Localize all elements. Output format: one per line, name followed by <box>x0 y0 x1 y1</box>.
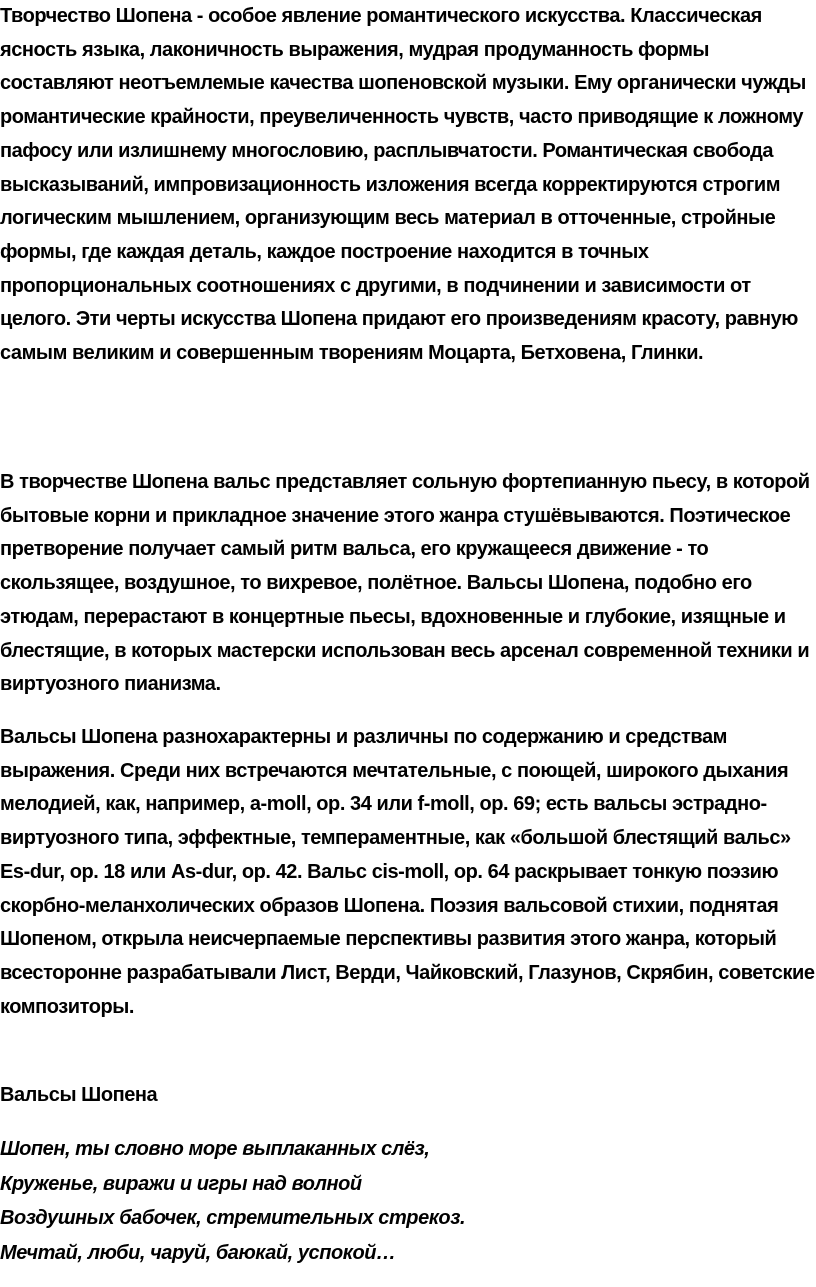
poem-line: Мечтай, люби, чаруй, баюкай, успокой… <box>0 1241 396 1264</box>
poem-line: Шопен, ты словно море выплаканных слёз, <box>0 1138 430 1160</box>
poem-lines <box>0 1132 465 1270</box>
poem-title: Вальсы Шопена <box>0 1084 158 1106</box>
poem-line: Воздушных бабочек, стремительных стрекоз. <box>0 1207 466 1229</box>
paragraph-chopin-waltz-genre: В творчестве Шопена вальс представляет сольную фортепианную пьесу, в которой бытовые корни и прикладное значение этого жанра стушёвываются. Поэтическое претворение получает самый ритм вальса, его кружащееся движение - то скользящее, воздушное, то вихревое, полётное. Вальсы Шопена, подобно его этюдам, перерастают в концертные пьесы, вдохновенные и глубокие, изящные и блестящие, в которых мастерски использован весь арсенал современной техники и виртуозного пианизма. <box>0 471 810 696</box>
poem-line: Круженье, виражи и игры над волной <box>0 1172 362 1195</box>
paragraph-chopin-waltz-types: Вальсы Шопена разнохарактерны и различны по содержанию и средствам выражения. Среди них встречаются мечтательные, с поющей, широкого дыхания мелодией, как, например, a-moll, op. 34 или f-moll, op. 69; есть вальсы эстрадно-виртуозного типа, эффектные, темпераментные, как «большой блестящий вальс» Es-dur, op. 18 или As-dur, op. 42. Вальс cis-moll, op. 64 раскрывает тонкую поэзию скорбно-меланхолических образов Шопена. Поэзия вальсовой стихии, поднятая Шопеном, открыла неисчерпаемые перспективы развития этого жанра, который всесторонне разрабатывали Лист, Верди, Чайковский, Глазунов, Скрябин, советские композиторы. <box>0 726 815 1018</box>
paragraph-chopin-romanticism: Творчество Шопена - особое явление романтического искусства. Классическая ясность языка, лаконичность выражения, мудрая продуманность формы составляют неотъемлемые качества шопеновской музыки. Ему органически чужды романтические крайности, преувеличенность чувств, часто приводящие к ложному пафосу или излишнему многословию, расплывчатости. Романтическая свобода высказываний, импровизационность изложения всегда корректируются строгим логическим мышлением, организующим весь материал в отточенные, стройные формы, где каждая деталь, каждое построение находится в точных пропорциональных соотношениях с другими, в подчинении и зависимости от целого. Эти черты искусства Шопена придают его произведениям красоту, равную самым великим и совершенным творениям Моцарта, Бетховена, Глинки. <box>0 5 806 365</box>
